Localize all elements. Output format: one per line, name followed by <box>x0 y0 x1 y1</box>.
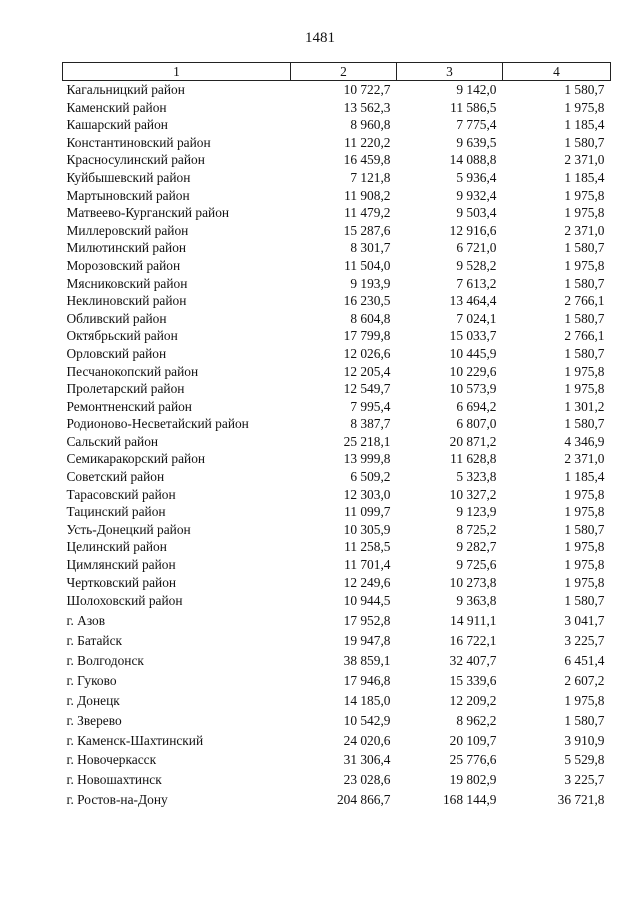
value-cell: 1 580,7 <box>564 712 605 728</box>
value-cell: 11 258,5 <box>344 539 391 555</box>
value-cell: 5 936,4 <box>456 169 497 185</box>
header-row <box>63 63 611 81</box>
value-cell: 11 628,8 <box>450 451 497 467</box>
row-name-cell: Чертковский район <box>66 574 177 590</box>
value-cell: 14 911,1 <box>450 613 497 629</box>
table-row <box>63 151 611 169</box>
row-name-cell: Тарасовский район <box>66 486 176 502</box>
row-name-cell: Усть-Донецкий район <box>66 521 191 537</box>
row-name-cell: г. Каменск-Шахтинский <box>66 732 204 748</box>
value-cell: 10 722,7 <box>343 82 391 97</box>
value-cell: 14 185,0 <box>343 692 391 708</box>
column-header: 1 <box>63 63 291 81</box>
column-header: 3 <box>397 63 503 81</box>
value-cell: 9 932,4 <box>456 187 497 203</box>
value-cell: 1 975,8 <box>564 504 605 520</box>
value-cell: 1 580,7 <box>564 416 605 432</box>
table-row <box>63 292 611 310</box>
table-row <box>63 556 611 574</box>
value-cell: 10 944,5 <box>343 593 391 609</box>
value-cell: 10 229,6 <box>449 363 497 379</box>
value-cell: 1 580,7 <box>564 310 605 326</box>
table-row <box>63 433 611 451</box>
row-name-cell: Родионово-Несветайский район <box>66 416 249 432</box>
value-cell: 1 580,7 <box>564 82 605 97</box>
value-cell: 9 528,2 <box>456 257 497 273</box>
value-cell: 11 479,2 <box>344 205 391 221</box>
table-row <box>63 81 611 99</box>
value-cell: 11 099,7 <box>344 504 391 520</box>
row-name-cell: Красносулинский район <box>66 152 205 168</box>
value-cell: 9 725,6 <box>456 557 497 573</box>
row-name-cell: г. Зверево <box>66 712 122 728</box>
value-cell: 1 301,2 <box>564 398 605 414</box>
value-cell: 1 580,7 <box>564 345 605 361</box>
value-cell: 19 947,8 <box>343 633 391 649</box>
value-cell: 14 088,8 <box>449 152 497 168</box>
row-name-cell: Пролетарский район <box>66 381 185 397</box>
table-row <box>63 275 611 293</box>
value-cell: 17 799,8 <box>343 328 391 344</box>
row-name-cell: Орловский район <box>66 345 167 361</box>
value-cell: 1 975,8 <box>564 557 605 573</box>
table-row <box>63 468 611 486</box>
value-cell: 7 613,2 <box>456 275 497 291</box>
value-cell: 9 123,9 <box>456 504 497 520</box>
table-row <box>63 691 611 711</box>
value-cell: 1 975,8 <box>564 363 605 379</box>
value-cell: 11 220,2 <box>344 134 391 150</box>
value-cell: 10 573,9 <box>449 381 497 397</box>
table-row <box>63 503 611 521</box>
table-row <box>63 790 611 810</box>
value-cell: 9 363,8 <box>456 593 497 609</box>
table-row <box>63 574 611 592</box>
value-cell: 1 975,8 <box>564 486 605 502</box>
value-cell: 6 721,0 <box>456 240 497 256</box>
value-cell: 10 327,2 <box>449 486 497 502</box>
value-cell: 6 509,2 <box>350 469 391 485</box>
table-row <box>63 770 611 790</box>
value-cell: 1 975,8 <box>564 257 605 273</box>
value-cell: 1 185,4 <box>564 169 605 185</box>
value-cell: 9 142,0 <box>456 82 497 97</box>
value-cell: 25 218,1 <box>343 433 391 449</box>
table-row <box>63 611 611 631</box>
row-name-cell: Шолоховский район <box>66 593 183 609</box>
value-cell: 25 776,6 <box>449 752 497 768</box>
value-cell: 23 028,6 <box>343 772 391 788</box>
column-header: 2 <box>291 63 397 81</box>
row-name-cell: Морозовский район <box>66 257 181 273</box>
value-cell: 2 766,1 <box>564 328 605 344</box>
value-cell: 1 975,8 <box>564 99 605 115</box>
value-cell: 1 580,7 <box>564 134 605 150</box>
value-cell: 8 301,7 <box>350 240 391 256</box>
value-cell: 17 952,8 <box>343 613 391 629</box>
value-cell: 17 946,8 <box>343 672 391 688</box>
row-name-cell: Куйбышевский район <box>66 169 191 185</box>
value-cell: 11 586,5 <box>450 99 497 115</box>
row-name-cell: Мартыновский район <box>66 187 190 203</box>
row-name-cell: Милютинский район <box>66 240 187 256</box>
value-cell: 15 033,7 <box>449 328 497 344</box>
table-row <box>63 363 611 381</box>
value-cell: 2 766,1 <box>564 293 605 309</box>
value-cell: 12 209,2 <box>449 692 497 708</box>
value-cell: 13 562,3 <box>343 99 391 115</box>
row-name-cell: г. Батайск <box>66 633 123 649</box>
value-cell: 16 459,8 <box>343 152 391 168</box>
page-number: 1481 <box>305 30 335 46</box>
value-cell: 5 529,8 <box>564 752 605 768</box>
value-cell: 12 549,7 <box>343 381 391 397</box>
value-cell: 12 249,6 <box>343 574 391 590</box>
value-cell: 10 445,9 <box>449 345 497 361</box>
column-header: 4 <box>503 63 611 81</box>
value-cell: 1 580,7 <box>564 240 605 256</box>
table-row <box>63 345 611 363</box>
table-row <box>63 239 611 257</box>
value-cell: 9 282,7 <box>456 539 497 555</box>
value-cell: 13 999,8 <box>343 451 391 467</box>
row-name-cell: Кагальницкий район <box>66 82 185 97</box>
row-name-cell: Миллеровский район <box>66 222 189 238</box>
table-row <box>63 651 611 671</box>
value-cell: 1 185,4 <box>564 117 605 133</box>
value-cell: 20 109,7 <box>449 732 497 748</box>
table-row <box>63 257 611 275</box>
table-row <box>63 731 611 751</box>
value-cell: 8 387,7 <box>350 416 391 432</box>
value-cell: 2 371,0 <box>564 222 605 238</box>
value-cell: 32 407,7 <box>449 652 497 668</box>
value-cell: 168 144,9 <box>442 792 497 808</box>
table-row <box>63 415 611 433</box>
value-cell: 8 604,8 <box>350 310 391 326</box>
value-cell: 12 026,6 <box>343 345 391 361</box>
table-row <box>63 591 611 611</box>
value-cell: 36 721,8 <box>557 792 605 808</box>
value-cell: 12 205,4 <box>343 363 391 379</box>
value-cell: 10 305,9 <box>343 521 391 537</box>
value-cell: 16 230,5 <box>343 293 391 309</box>
table-row <box>63 631 611 651</box>
row-name-cell: Цимлянский район <box>66 557 176 573</box>
row-name-cell: г. Волгодонск <box>66 652 144 668</box>
row-name-cell: Константиновский район <box>66 134 211 150</box>
value-cell: 6 451,4 <box>564 652 605 668</box>
row-name-cell: Сальский район <box>66 433 159 449</box>
row-name-cell: Обливский район <box>66 310 167 326</box>
table-row <box>63 521 611 539</box>
value-cell: 1 185,4 <box>564 469 605 485</box>
value-cell: 3 225,7 <box>564 633 605 649</box>
table-row <box>63 486 611 504</box>
value-cell: 1 975,8 <box>564 574 605 590</box>
value-cell: 204 866,7 <box>336 792 391 808</box>
value-cell: 4 346,9 <box>564 433 605 449</box>
value-cell: 7 121,8 <box>350 169 391 185</box>
row-name-cell: Советский район <box>66 469 165 485</box>
value-cell: 2 371,0 <box>564 451 605 467</box>
row-name-cell: г. Новошахтинск <box>66 772 162 788</box>
value-cell: 7 024,1 <box>456 310 497 326</box>
row-name-cell: Матвеево-Курганский район <box>66 205 230 221</box>
value-cell: 7 995,4 <box>350 398 391 414</box>
value-cell: 8 962,2 <box>456 712 497 728</box>
table-row <box>63 169 611 187</box>
table-row <box>63 450 611 468</box>
value-cell: 8 725,2 <box>456 521 497 537</box>
row-name-cell: Ремонтненский район <box>66 398 192 414</box>
table-row <box>63 310 611 328</box>
row-name-cell: Неклиновский район <box>66 293 187 309</box>
table-row <box>63 750 611 770</box>
value-cell: 3 225,7 <box>564 772 605 788</box>
row-name-cell: г. Новочеркасск <box>66 752 157 768</box>
value-cell: 38 859,1 <box>343 652 391 668</box>
table-row <box>63 327 611 345</box>
value-cell: 20 871,2 <box>449 433 497 449</box>
row-name-cell: Семикаракорский район <box>66 451 206 467</box>
row-name-cell: Октябрьский район <box>66 328 178 344</box>
value-cell: 31 306,4 <box>343 752 391 768</box>
value-cell: 6 694,2 <box>456 398 497 414</box>
value-cell: 11 701,4 <box>344 557 391 573</box>
value-cell: 12 916,6 <box>449 222 497 238</box>
value-cell: 3 041,7 <box>564 613 605 629</box>
table-row <box>63 204 611 222</box>
row-name-cell: Кашарский район <box>66 117 168 133</box>
value-cell: 19 802,9 <box>449 772 497 788</box>
value-cell: 9 639,5 <box>456 134 497 150</box>
table-row <box>63 711 611 731</box>
table-row <box>63 116 611 134</box>
row-name-cell: Тацинский район <box>66 504 166 520</box>
row-name-cell: Песчанокопский район <box>66 363 199 379</box>
table-row <box>63 99 611 117</box>
value-cell: 24 020,6 <box>343 732 391 748</box>
value-cell: 2 371,0 <box>564 152 605 168</box>
table-row <box>63 187 611 205</box>
row-name-cell: Мясниковский район <box>66 275 188 291</box>
value-cell: 10 273,8 <box>449 574 497 590</box>
table-row <box>63 538 611 556</box>
value-cell: 13 464,4 <box>449 293 497 309</box>
row-name-cell: г. Донецк <box>66 692 120 708</box>
table-row <box>63 398 611 416</box>
value-cell: 12 303,0 <box>343 486 391 502</box>
value-cell: 11 504,0 <box>344 257 391 273</box>
value-cell: 1 975,8 <box>564 539 605 555</box>
row-name-cell: Каменский район <box>66 99 167 115</box>
value-cell: 9 503,4 <box>456 205 497 221</box>
row-name-cell: г. Ростов-на-Дону <box>66 792 168 808</box>
table-row <box>63 380 611 398</box>
value-cell: 8 960,8 <box>350 117 391 133</box>
value-cell: 6 807,0 <box>456 416 497 432</box>
table-row <box>63 671 611 691</box>
table-row <box>63 134 611 152</box>
value-cell: 7 775,4 <box>456 117 497 133</box>
table-row <box>63 222 611 240</box>
value-cell: 9 193,9 <box>350 275 391 291</box>
value-cell: 1 975,8 <box>564 205 605 221</box>
value-cell: 1 975,8 <box>564 692 605 708</box>
value-cell: 1 975,8 <box>564 187 605 203</box>
value-cell: 1 580,7 <box>564 521 605 537</box>
row-name-cell: г. Гуково <box>66 672 117 688</box>
value-cell: 3 910,9 <box>564 732 605 748</box>
row-name-cell: г. Азов <box>66 613 106 629</box>
value-cell: 2 607,2 <box>564 672 605 688</box>
budget-table <box>62 62 611 810</box>
value-cell: 16 722,1 <box>449 633 497 649</box>
value-cell: 1 580,7 <box>564 275 605 291</box>
value-cell: 15 339,6 <box>449 672 497 688</box>
value-cell: 11 908,2 <box>344 187 391 203</box>
value-cell: 5 323,8 <box>456 469 497 485</box>
value-cell: 1 580,7 <box>564 593 605 609</box>
value-cell: 10 542,9 <box>343 712 391 728</box>
row-name-cell: Целинский район <box>66 539 167 555</box>
value-cell: 15 287,6 <box>343 222 391 238</box>
value-cell: 1 975,8 <box>564 381 605 397</box>
